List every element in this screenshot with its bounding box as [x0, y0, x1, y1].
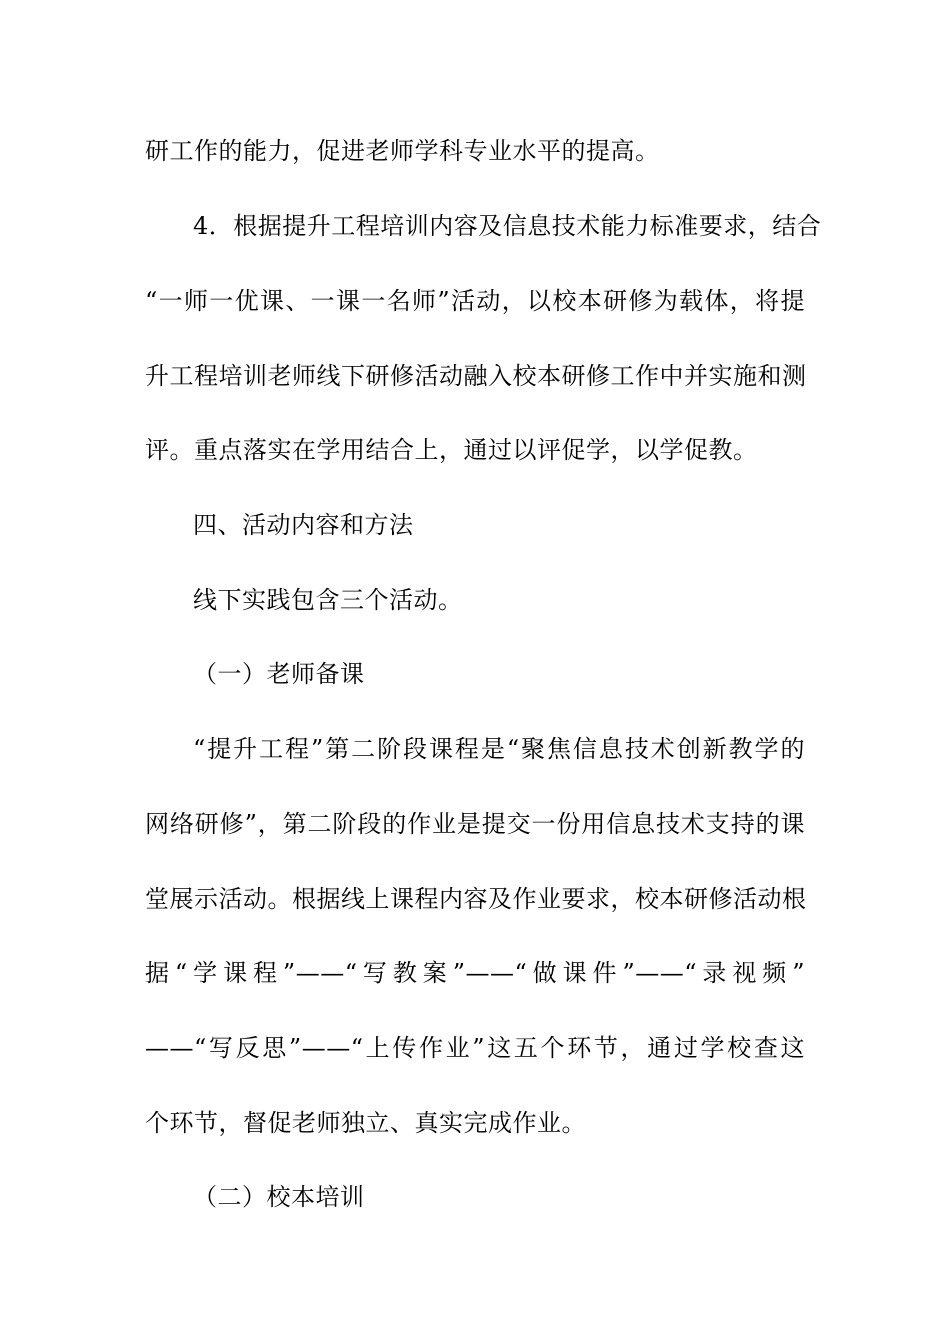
- paragraph-line: 堂展示活动。根据线上课程内容及作业要求，校本研修活动根: [145, 885, 807, 913]
- subsection-heading: （一）老师备课: [193, 660, 365, 688]
- paragraph-line: 线下实践包含三个活动。: [193, 586, 463, 614]
- paragraph-line: 4．根据提升工程培训内容及信息技术能力标准要求，结合: [193, 212, 822, 240]
- subsection-heading: （二）校本培训: [193, 1183, 365, 1211]
- paragraph-line: 评。重点落实在学用结合上，通过以评促学，以学促教。: [145, 436, 758, 464]
- paragraph-line: 据“学课程”——“写教案”——“做课件”——“录视频”: [145, 959, 805, 987]
- paragraph-line: “提升工程”第二阶段课程是“聚焦信息技术创新教学的: [193, 735, 805, 763]
- paragraph-line: 网络研修”，第二阶段的作业是提交一份用信息技术支持的课: [145, 810, 805, 838]
- paragraph-line: “一师一优课、一课一名师”活动，以校本研修为载体，将提: [145, 287, 805, 315]
- paragraph-line: ——“写反思”——“上传作业”这五个环节，通过学校查这: [145, 1034, 805, 1062]
- paragraph-line: 升工程培训老师线下研修活动融入校本研修工作中并实施和测: [145, 362, 807, 390]
- section-heading: 四、活动内容和方法: [193, 511, 414, 539]
- paragraph-line: 研工作的能力，促进老师学科专业水平的提高。: [145, 137, 660, 165]
- paragraph-line: 个环节，督促老师独立、真实完成作业。: [145, 1109, 586, 1137]
